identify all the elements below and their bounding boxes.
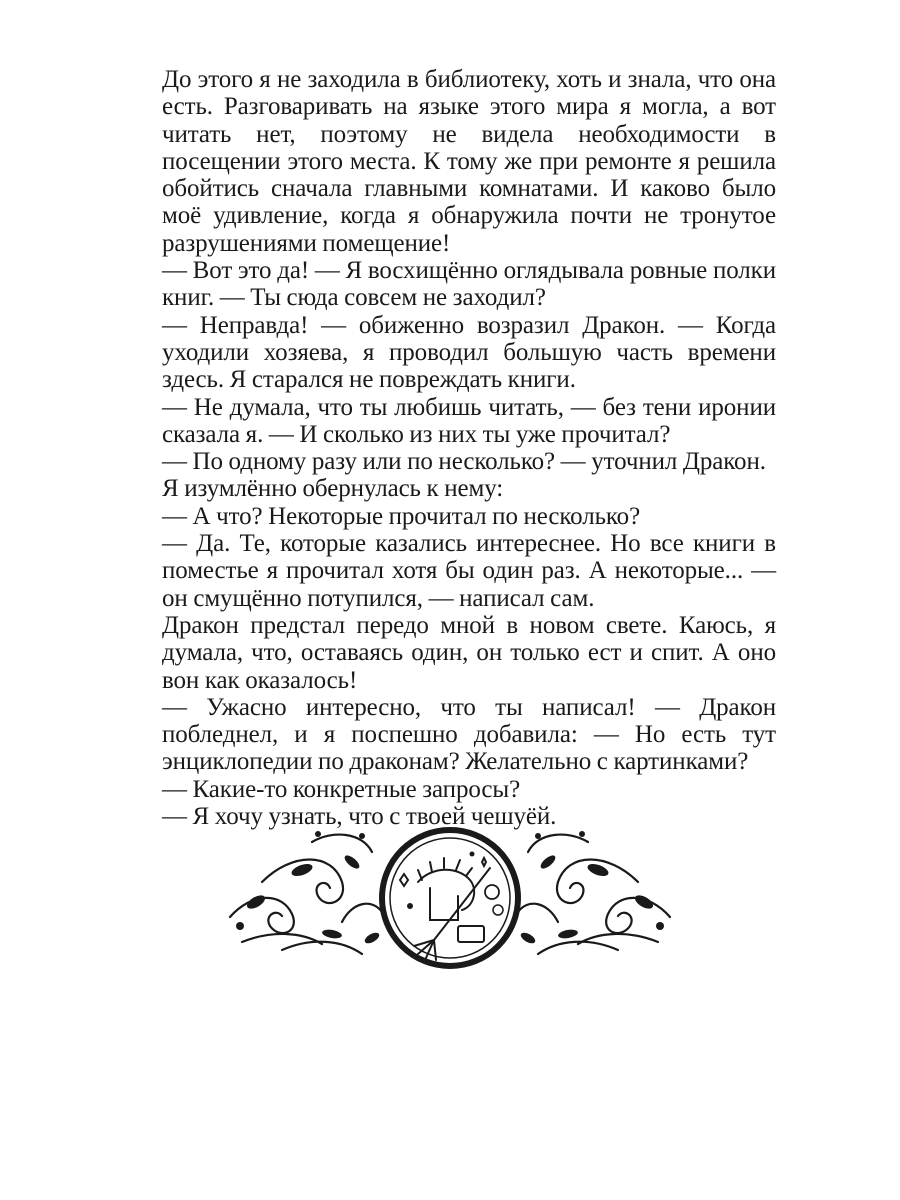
paragraph: — Ужасно интересно, что ты написал! — Дракон побледнел, и я поспешно добавила: — Но есть тут энциклопедии по драконам? Желательно с картинками? [162, 693, 776, 776]
paragraph: — По одному разу или по несколько? — уточнил Дракон. [162, 448, 766, 476]
paragraph: — Не думала, что ты любишь читать, — без тени иронии сказала я. — И сколько из них ты уже прочитал? [162, 393, 776, 448]
paragraph: — А что? Некоторые прочитал по несколько? [162, 502, 641, 530]
paragraph: — Какие-то конкретные запросы? [162, 775, 521, 803]
paragraph: — Я хочу узнать, что с твоей чешуёй. [162, 803, 557, 831]
paragraph: — Вот это да! — Я восхищённо оглядывала ровные полки книг. — Ты сюда совсем не заходил? [162, 257, 776, 312]
ornament-vignette-icon [222, 822, 678, 974]
book-text [162, 66, 776, 830]
paragraph: — Неправда! — обиженно возразил Дракон. — Когда уходили хозяева, я проводил большую часть времени здесь. Я старался не повреждать книги. [162, 311, 776, 394]
paragraph: — Да. Те, которые казались интереснее. Но все книги в поместье я прочитал хотя бы один раз. А некоторые... — он смущённо потупился, — написал сам. [162, 530, 776, 612]
paragraph: До этого я не заходила в библиотеку, хоть и знала, что она есть. Разговаривать на языке этого мира я могла, а вот читать нет, поэтому не видела необходимости в посещении этого места. К тому же при ремонте я решила обойтись сначала главными комнатами. И каково было моё удивление, когда я обнаружила почти не тронутое разрушениями помещение! [162, 66, 776, 257]
paragraph: Дракон предстал передо мной в новом свете. Каюсь, я думала, что, оставаясь один, он только ест и спит. А оно вон как оказалось! [162, 611, 776, 694]
paragraph: Я изумлённо обернулась к нему: [162, 475, 504, 503]
